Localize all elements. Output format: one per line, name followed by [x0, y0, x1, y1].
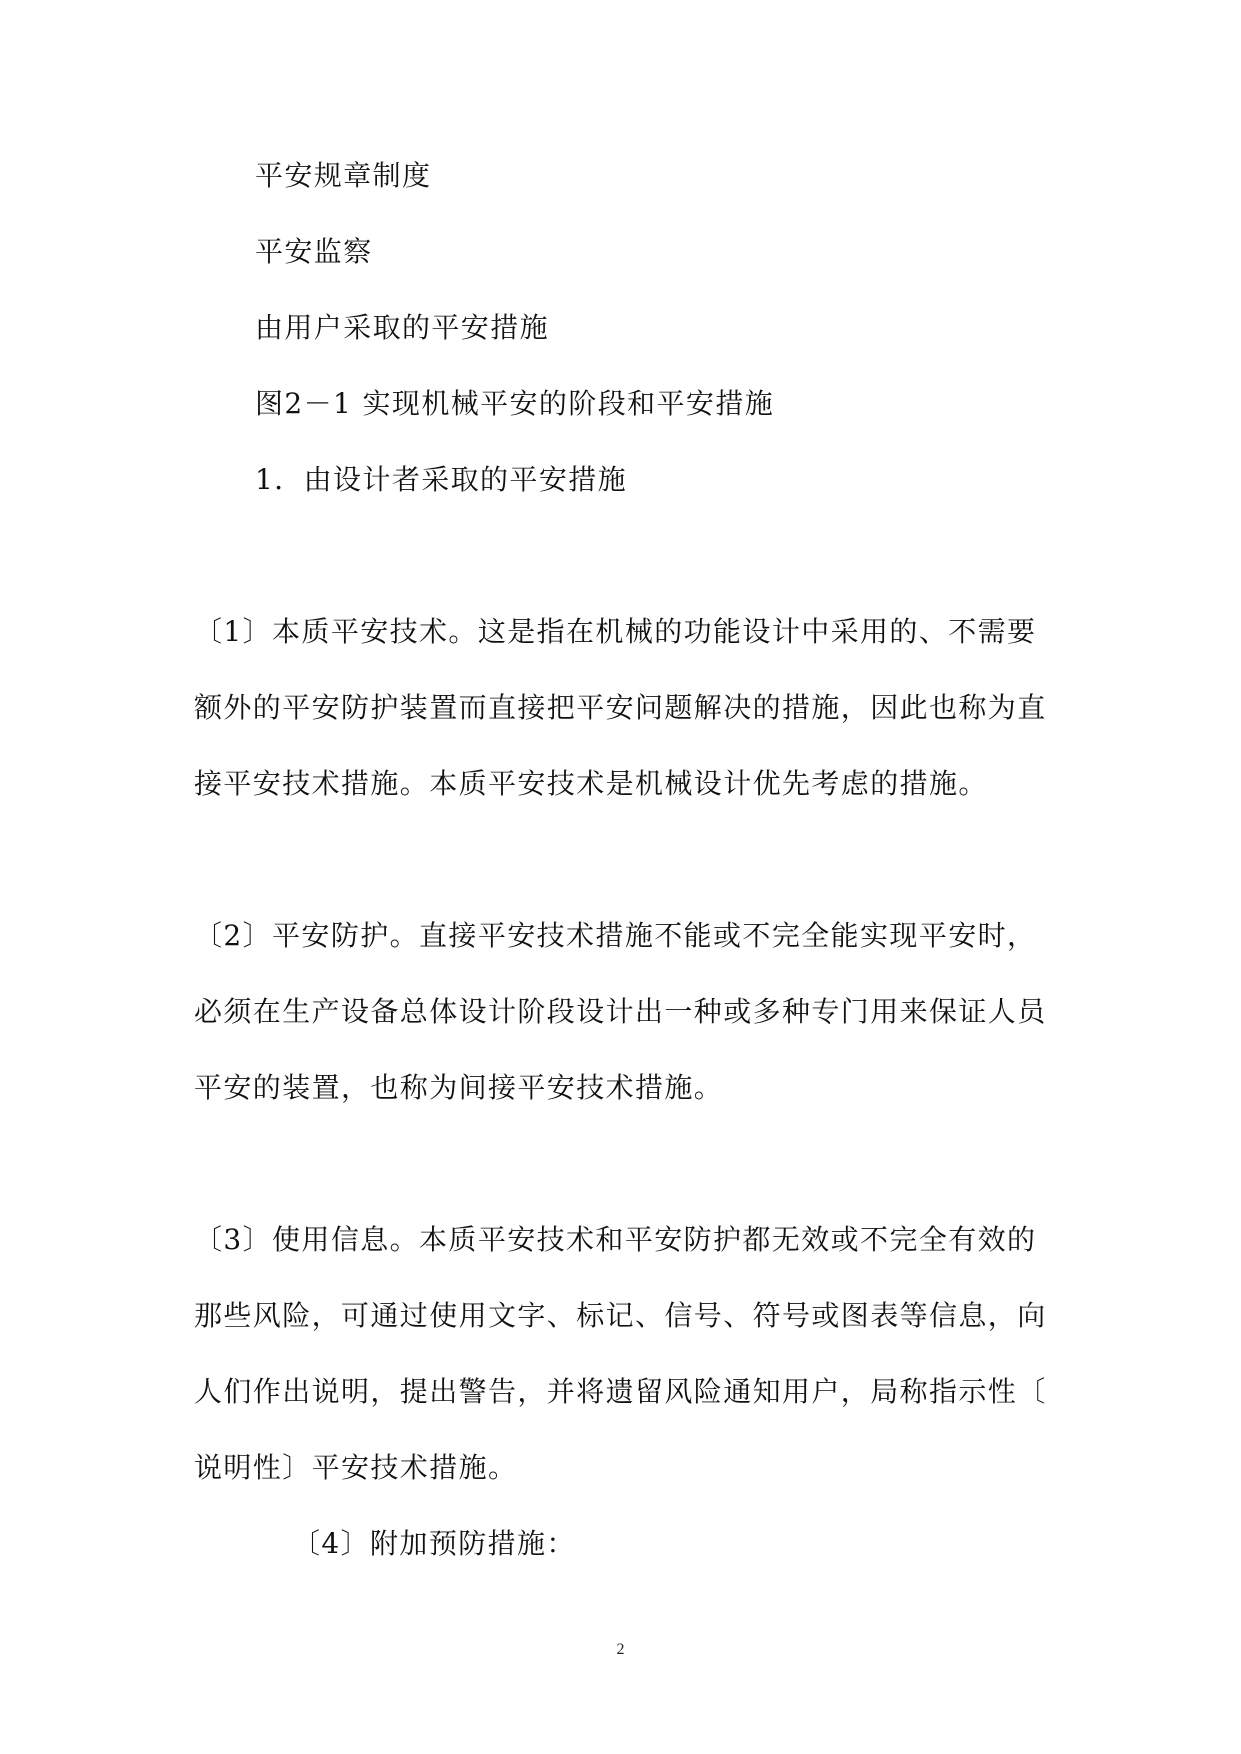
page-number: 2: [616, 1641, 625, 1658]
paragraph-line: 说明性〕平安技术措施。: [194, 1451, 518, 1484]
text-line: 由用户采取的平安措施: [255, 311, 550, 344]
paragraph-line: 人们作出说明，提出警告，并将遗留风险通知用户，局称指示性〔: [194, 1375, 1047, 1408]
item-4-heading: 〔4〕附加预防措施：: [292, 1527, 576, 1560]
paragraph-line: 必须在生产设备总体设计阶段设计出一种或多种专门用来保证人员: [194, 995, 1047, 1028]
paragraph-line: 〔2〕平安防护。直接平安技术措施不能或不完全能实现平安时，: [194, 919, 1037, 952]
paragraph-line: 接平安技术措施。本质平安技术是机械设计优先考虑的措施。: [194, 767, 988, 800]
paragraph-line: 额外的平安防护装置而直接把平安问题解决的措施，因此也称为直: [194, 691, 1047, 724]
paragraph-line: 那些风险，可通过使用文字、标记、信号、符号或图表等信息，向: [194, 1299, 1047, 1332]
text-line: 平安监察: [255, 235, 373, 268]
text-line: 平安规章制度: [255, 159, 432, 192]
figure-caption: 图2－1 实现机械平安的阶段和平安措施: [255, 387, 775, 420]
paragraph-line: 〔3〕使用信息。本质平安技术和平安防护都无效或不完全有效的: [194, 1223, 1037, 1256]
paragraph-line: 〔1〕本质平安技术。这是指在机械的功能设计中采用的、不需要: [194, 615, 1037, 648]
section-heading: 1．由设计者采取的平安措施: [255, 463, 628, 496]
paragraph-line: 平安的装置，也称为间接平安技术措施。: [194, 1071, 724, 1104]
